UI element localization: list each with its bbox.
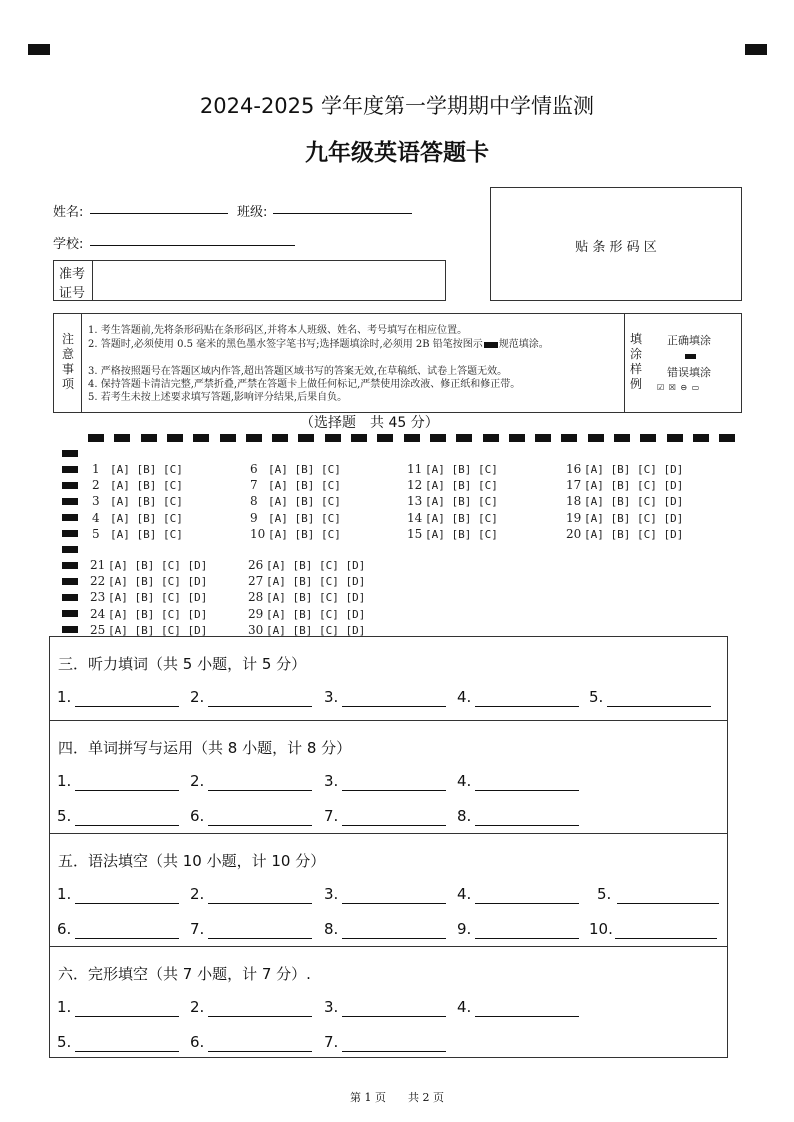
mcq-question-number: 26 xyxy=(248,558,264,572)
blank-line[interactable] xyxy=(75,937,179,939)
timing-mark xyxy=(62,562,78,569)
timing-mark xyxy=(62,530,78,537)
blank-line[interactable] xyxy=(208,1050,312,1052)
mcq-question-13[interactable] xyxy=(407,494,498,508)
blank-number: 2. xyxy=(190,772,205,790)
blank-line[interactable] xyxy=(208,937,312,939)
answer-blank[interactable] xyxy=(190,1033,204,1051)
blank-number: 6. xyxy=(57,920,72,938)
mcq-question-number: 5 xyxy=(92,526,100,541)
mcq-options[interactable]: [A] [B] [C] [D] xyxy=(266,623,366,637)
answer-blank[interactable] xyxy=(457,998,471,1016)
timing-mark xyxy=(62,594,78,601)
mcq-question-18[interactable] xyxy=(566,494,683,508)
blank-number: 1. xyxy=(57,998,72,1016)
timing-dash xyxy=(614,434,630,442)
mcq-question-number: 4 xyxy=(92,510,100,525)
exam-number-box xyxy=(53,260,446,301)
school-label: 学校: xyxy=(53,237,84,252)
blank-number: 10. xyxy=(589,920,613,938)
blank-number: 2. xyxy=(190,885,205,903)
mcq-options[interactable]: [A] [B] [C] xyxy=(110,527,183,541)
blank-number: 7. xyxy=(324,1033,339,1051)
blank-line[interactable] xyxy=(475,902,579,904)
blank-number: 7. xyxy=(324,807,339,825)
card-title: 九年级英语答题卡 xyxy=(305,140,489,166)
blank-line[interactable] xyxy=(475,1015,579,1017)
exam-number-field[interactable] xyxy=(93,261,445,300)
notice-side-char-2: 意 xyxy=(61,347,74,361)
answer-blank[interactable] xyxy=(190,772,204,790)
mcq-question-9[interactable] xyxy=(250,511,341,525)
mcq-options[interactable]: [A] [B] [C] xyxy=(268,479,341,493)
mcq-question-number: 14 xyxy=(407,510,423,525)
timing-mark xyxy=(62,514,78,521)
mcq-question-number: 1 xyxy=(92,462,100,476)
blank-line[interactable] xyxy=(208,824,312,826)
blank-line[interactable] xyxy=(342,1015,446,1017)
wrong-fill-label: 错误填涂 xyxy=(667,366,711,379)
mcq-options[interactable]: [A] [B] [C] xyxy=(425,463,498,476)
blank-line[interactable] xyxy=(615,937,717,939)
answer-blank[interactable] xyxy=(57,807,71,825)
mcq-question-number: 9 xyxy=(250,510,258,525)
answer-blank[interactable] xyxy=(57,998,71,1016)
timing-mark xyxy=(62,482,78,489)
mcq-options[interactable]: [A] [B] [C] [D] xyxy=(584,479,684,493)
answer-blank[interactable] xyxy=(597,885,611,903)
section-divider xyxy=(49,720,728,721)
notice-item-5: 5. 若考生未按上述要求填写答题,影响评分结果,后果自负。 xyxy=(88,392,348,403)
blank-number: 7. xyxy=(190,920,205,938)
mcq-block-2 xyxy=(90,558,420,643)
timing-dash xyxy=(272,434,288,442)
position-mark-top-left xyxy=(28,44,50,55)
mcq-question-4[interactable] xyxy=(92,511,183,525)
notice-side-char-3: 事 xyxy=(61,362,74,376)
timing-mark xyxy=(62,498,78,505)
mcq-question-number: 24 xyxy=(90,606,106,621)
blank-line[interactable] xyxy=(342,824,446,826)
sample-char-3: 样 xyxy=(629,362,642,376)
mcq-question-number: 2 xyxy=(92,478,100,493)
mcq-options[interactable]: [A] [B] [C] xyxy=(425,495,498,509)
mcq-question-23[interactable] xyxy=(90,590,207,604)
mcq-options[interactable]: [A] [B] [C] [D] xyxy=(584,527,684,541)
notice-item-1: 1. 考生答题前,先将条形码贴在条形码区,并将本人班级、姓名、考号填写在相应位置。 xyxy=(88,325,468,336)
mcq-question-3[interactable] xyxy=(92,494,183,508)
notice-item-2-text: 2. 答题时,必须使用 0.5 毫米的黑色墨水签字笔书写;选择题填涂时,必须用 2B 铅笔按图示 xyxy=(88,339,483,350)
mcq-question-5[interactable] xyxy=(92,527,183,541)
mcq-question-number: 15 xyxy=(407,526,423,541)
blank-line[interactable] xyxy=(342,902,446,904)
mcq-question-number: 11 xyxy=(407,462,423,476)
blank-line[interactable] xyxy=(342,937,446,939)
blank-number: 2. xyxy=(190,688,205,706)
section-title: 五．语法填空（共 10 小题，计 10 分） xyxy=(58,852,326,870)
timing-dash xyxy=(535,434,551,442)
mcq-question-number: 6 xyxy=(250,462,258,476)
timing-dash xyxy=(298,434,314,442)
answer-blank[interactable] xyxy=(190,688,204,706)
mcq-question-6[interactable] xyxy=(250,462,341,476)
timing-dash xyxy=(588,434,604,442)
answer-blank[interactable] xyxy=(324,688,338,706)
mcq-question-number: 12 xyxy=(407,478,423,493)
timing-mark xyxy=(62,578,78,585)
blank-line[interactable] xyxy=(475,789,579,791)
mcq-question-number: 7 xyxy=(250,478,258,493)
mcq-question-30[interactable] xyxy=(248,623,365,637)
answer-blank[interactable] xyxy=(457,772,471,790)
timing-dash xyxy=(141,434,157,442)
mcq-options[interactable]: [A] [B] [C] xyxy=(425,479,498,493)
blank-number: 1. xyxy=(57,885,72,903)
mcq-question-21[interactable] xyxy=(90,558,207,572)
answer-blank[interactable] xyxy=(57,920,71,938)
name-label: 姓名: xyxy=(53,205,84,220)
answer-blank[interactable] xyxy=(57,688,71,706)
mcq-options[interactable]: [A] [B] [C] xyxy=(425,527,498,541)
blank-number: 4. xyxy=(457,998,472,1016)
mcq-options[interactable]: [A] [B] [C] xyxy=(268,511,341,525)
notice-item-2 xyxy=(88,338,549,352)
answer-blank[interactable] xyxy=(324,772,338,790)
mcq-question-11[interactable] xyxy=(407,462,498,476)
mcq-question-15[interactable] xyxy=(407,527,498,541)
blank-line[interactable] xyxy=(342,705,446,707)
timing-dash xyxy=(351,434,367,442)
answer-blank[interactable] xyxy=(589,688,603,706)
blank-line[interactable] xyxy=(208,902,312,904)
mcq-options[interactable]: [A] [B] [C] [D] xyxy=(266,607,366,621)
mcq-question-number: 13 xyxy=(407,494,423,509)
mcq-question-14[interactable] xyxy=(407,511,498,525)
timing-dash xyxy=(325,434,341,442)
blank-number: 1. xyxy=(57,772,72,790)
answer-blank[interactable] xyxy=(190,998,204,1016)
blank-line[interactable] xyxy=(208,789,312,791)
mcq-question-16[interactable] xyxy=(566,462,683,476)
answer-blank[interactable] xyxy=(190,807,204,825)
blank-number: 3. xyxy=(324,772,339,790)
blank-number: 3. xyxy=(324,998,339,1016)
mcq-options[interactable]: [A] [B] [C] [D] xyxy=(108,559,208,572)
timing-dash xyxy=(220,434,236,442)
sample-char-1: 填 xyxy=(629,332,642,346)
notice-side-cell xyxy=(54,314,82,412)
answer-blank[interactable] xyxy=(589,920,613,938)
mcq-options[interactable]: [A] [B] [C] [D] xyxy=(108,591,208,605)
notice-item-3: 3. 严格按照题号在答题区域内作答,超出答题区域书写的答案无效,在草稿纸、试卷上答题无效。 xyxy=(88,366,508,377)
mcq-options[interactable]: [A] [B] [C] [D] xyxy=(584,463,684,476)
mcq-question-number: 27 xyxy=(248,574,264,589)
mcq-question-28[interactable] xyxy=(248,590,365,604)
mcq-options[interactable]: [A] [B] [C] [D] xyxy=(108,623,208,637)
blank-number: 4. xyxy=(457,688,472,706)
answer-blank[interactable] xyxy=(457,807,471,825)
mcq-question-number: 21 xyxy=(90,558,106,572)
exam-number-label-1: 准考 xyxy=(59,267,86,282)
blank-number: 1. xyxy=(57,688,72,706)
blank-number: 8. xyxy=(457,807,472,825)
timing-dash xyxy=(693,434,709,442)
mcq-options[interactable]: [A] [B] [C] xyxy=(425,511,498,525)
mcq-section-title: （选择题 共 45 分） xyxy=(300,415,439,431)
name-field[interactable] xyxy=(90,212,228,214)
blank-line[interactable] xyxy=(208,1015,312,1017)
blank-number: 5. xyxy=(589,688,604,706)
answer-blank[interactable] xyxy=(190,920,204,938)
mcq-question-22[interactable] xyxy=(90,574,207,588)
exam-number-label-2: 证号 xyxy=(59,286,86,301)
blank-number: 4. xyxy=(457,885,472,903)
section-title: 三．听力填词（共 5 小题，计 5 分） xyxy=(58,655,307,673)
mcq-question-1[interactable] xyxy=(92,462,183,476)
filled-sample-icon xyxy=(484,342,498,348)
timing-dash xyxy=(719,434,735,442)
mcq-question-number: 18 xyxy=(566,494,582,509)
blank-number: 6. xyxy=(190,807,205,825)
answer-blank[interactable] xyxy=(324,1033,338,1051)
mcq-options[interactable]: [A] [B] [C] xyxy=(110,479,183,493)
mcq-options[interactable]: [A] [B] [C] [D] xyxy=(108,607,208,621)
page-footer: 第 1 页 共 2 页 xyxy=(350,1091,444,1104)
answer-blank[interactable] xyxy=(190,885,204,903)
blank-line[interactable] xyxy=(475,937,579,939)
mcq-question-2[interactable] xyxy=(92,478,183,492)
answer-blank[interactable] xyxy=(324,920,338,938)
timing-dash xyxy=(640,434,656,442)
blank-number: 4. xyxy=(457,772,472,790)
section-title: 六．完形填空（共 7 小题，计 7 分）. xyxy=(58,965,311,983)
timing-dash xyxy=(509,434,525,442)
barcode-area-label: 贴 条 形 码 区 xyxy=(575,240,657,255)
correct-fill-label: 正确填涂 xyxy=(667,334,711,347)
mcq-question-number: 25 xyxy=(90,622,106,637)
barcode-area xyxy=(490,187,742,301)
blank-number: 2. xyxy=(190,998,205,1016)
mcq-options[interactable]: [A] [B] [C] [D] xyxy=(584,495,684,509)
timing-dash xyxy=(88,434,104,442)
blank-line[interactable] xyxy=(75,789,179,791)
timing-dash xyxy=(377,434,393,442)
timing-mark xyxy=(62,610,78,617)
mcq-options[interactable]: [A] [B] [C] xyxy=(110,511,183,525)
blank-line[interactable] xyxy=(342,789,446,791)
timing-mark xyxy=(62,626,78,633)
sample-char-2: 涂 xyxy=(629,347,642,361)
answer-blank[interactable] xyxy=(57,1033,71,1051)
blank-number: 6. xyxy=(190,1033,205,1051)
mcq-question-number: 22 xyxy=(90,574,106,589)
timing-dash xyxy=(667,434,683,442)
mcq-question-20[interactable] xyxy=(566,527,683,541)
mcq-options[interactable]: [A] [B] [C] xyxy=(268,463,341,476)
mcq-question-number: 30 xyxy=(248,622,264,637)
answer-blank[interactable] xyxy=(57,772,71,790)
blank-line[interactable] xyxy=(617,902,719,904)
answer-blank[interactable] xyxy=(324,807,338,825)
mcq-question-12[interactable] xyxy=(407,478,498,492)
blank-line[interactable] xyxy=(475,824,579,826)
mcq-question-number: 20 xyxy=(566,526,582,541)
section-divider xyxy=(49,946,728,947)
blank-line[interactable] xyxy=(75,1050,179,1052)
timing-dash xyxy=(456,434,472,442)
answer-blank[interactable] xyxy=(457,688,471,706)
timing-mark xyxy=(62,546,78,553)
timing-dash xyxy=(167,434,183,442)
blank-number: 3. xyxy=(324,688,339,706)
position-mark-top-right xyxy=(745,44,767,55)
mcq-options[interactable]: [A] [B] [C] xyxy=(110,495,183,509)
answer-sections xyxy=(49,636,728,1058)
mcq-options[interactable]: [A] [B] [C] [D] xyxy=(584,511,684,525)
mcq-question-24[interactable] xyxy=(90,607,207,621)
answer-blank[interactable] xyxy=(457,885,471,903)
mcq-question-number: 28 xyxy=(248,590,264,605)
blank-number: 8. xyxy=(324,920,339,938)
blank-line[interactable] xyxy=(75,705,179,707)
mcq-options[interactable]: [A] [B] [C] xyxy=(110,463,183,476)
answer-blank[interactable] xyxy=(57,885,71,903)
blank-line[interactable] xyxy=(475,705,579,707)
notice-side-char-1: 注 xyxy=(61,332,74,346)
mcq-question-27[interactable] xyxy=(248,574,365,588)
answer-blank[interactable] xyxy=(324,998,338,1016)
mcq-question-number: 17 xyxy=(566,478,582,493)
class-field[interactable] xyxy=(273,212,412,214)
blank-line[interactable] xyxy=(75,902,179,904)
exam-number-label-cell xyxy=(54,261,93,300)
timing-dash xyxy=(561,434,577,442)
timing-dash xyxy=(193,434,209,442)
blank-line[interactable] xyxy=(75,824,179,826)
notice-item-4: 4. 保持答题卡清洁完整,严禁折叠,严禁在答题卡上做任何标记,严禁使用涂改液、修正纸和修正带。 xyxy=(88,379,521,390)
blank-number: 5. xyxy=(57,1033,72,1051)
mcq-block-1 xyxy=(92,462,752,547)
timing-mark xyxy=(62,466,78,473)
timing-dash xyxy=(246,434,262,442)
mcq-question-29[interactable] xyxy=(248,607,365,621)
timing-mark-column xyxy=(62,450,80,636)
timing-mark xyxy=(62,450,78,457)
mcq-options[interactable]: [A] [B] [C] [D] xyxy=(266,591,366,605)
timing-dash xyxy=(430,434,446,442)
answer-blank[interactable] xyxy=(324,885,338,903)
mcq-question-number: 8 xyxy=(250,494,258,509)
wrong-fill-sample-icon: ☑ ☒ ⊖ ▭ xyxy=(657,383,701,392)
class-label: 班级: xyxy=(237,205,268,220)
mcq-question-8[interactable] xyxy=(250,494,341,508)
blank-line[interactable] xyxy=(607,705,711,707)
blank-number: 9. xyxy=(457,920,472,938)
mcq-question-number: 3 xyxy=(92,494,100,509)
school-field[interactable] xyxy=(90,244,295,246)
blank-number: 5. xyxy=(57,807,72,825)
mcq-options[interactable]: [A] [B] [C] xyxy=(268,527,341,541)
mcq-options[interactable]: [A] [B] [C] [D] xyxy=(266,575,366,589)
timing-dash-row xyxy=(88,434,742,442)
mcq-question-10[interactable] xyxy=(250,527,341,541)
mcq-question-number: 29 xyxy=(248,606,264,621)
blank-number: 5. xyxy=(597,885,612,903)
timing-dash xyxy=(483,434,499,442)
mcq-question-25[interactable] xyxy=(90,623,207,637)
blank-number: 3. xyxy=(324,885,339,903)
mcq-question-number: 19 xyxy=(566,510,582,525)
exam-title: 2024-2025 学年度第一学期期中学情监测 xyxy=(199,94,595,118)
mcq-question-19[interactable] xyxy=(566,511,683,525)
mcq-question-number: 23 xyxy=(90,590,106,605)
answer-blank[interactable] xyxy=(457,920,471,938)
mcq-question-number: 16 xyxy=(566,462,582,476)
blank-line[interactable] xyxy=(342,1050,446,1052)
mcq-question-17[interactable] xyxy=(566,478,683,492)
sample-char-4: 例 xyxy=(629,377,642,391)
section-title: 四．单词拼写与运用（共 8 小题，计 8 分） xyxy=(58,739,352,757)
timing-dash xyxy=(114,434,130,442)
mcq-options[interactable]: [A] [B] [C] [D] xyxy=(266,559,366,572)
notice-item-2-end: 规范填涂。 xyxy=(498,339,549,350)
mcq-question-26[interactable] xyxy=(248,558,365,572)
mcq-options[interactable]: [A] [B] [C] xyxy=(268,495,341,509)
mcq-question-number: 10 xyxy=(250,526,266,541)
blank-line[interactable] xyxy=(75,1015,179,1017)
mcq-options[interactable]: [A] [B] [C] [D] xyxy=(108,575,208,589)
timing-dash xyxy=(404,434,420,442)
correct-fill-sample-icon xyxy=(685,354,696,359)
section-divider xyxy=(49,833,728,834)
mcq-question-7[interactable] xyxy=(250,478,341,492)
sample-cell xyxy=(624,314,742,412)
notice-box xyxy=(53,313,742,413)
blank-line[interactable] xyxy=(208,705,312,707)
notice-side-char-4: 项 xyxy=(61,377,74,391)
